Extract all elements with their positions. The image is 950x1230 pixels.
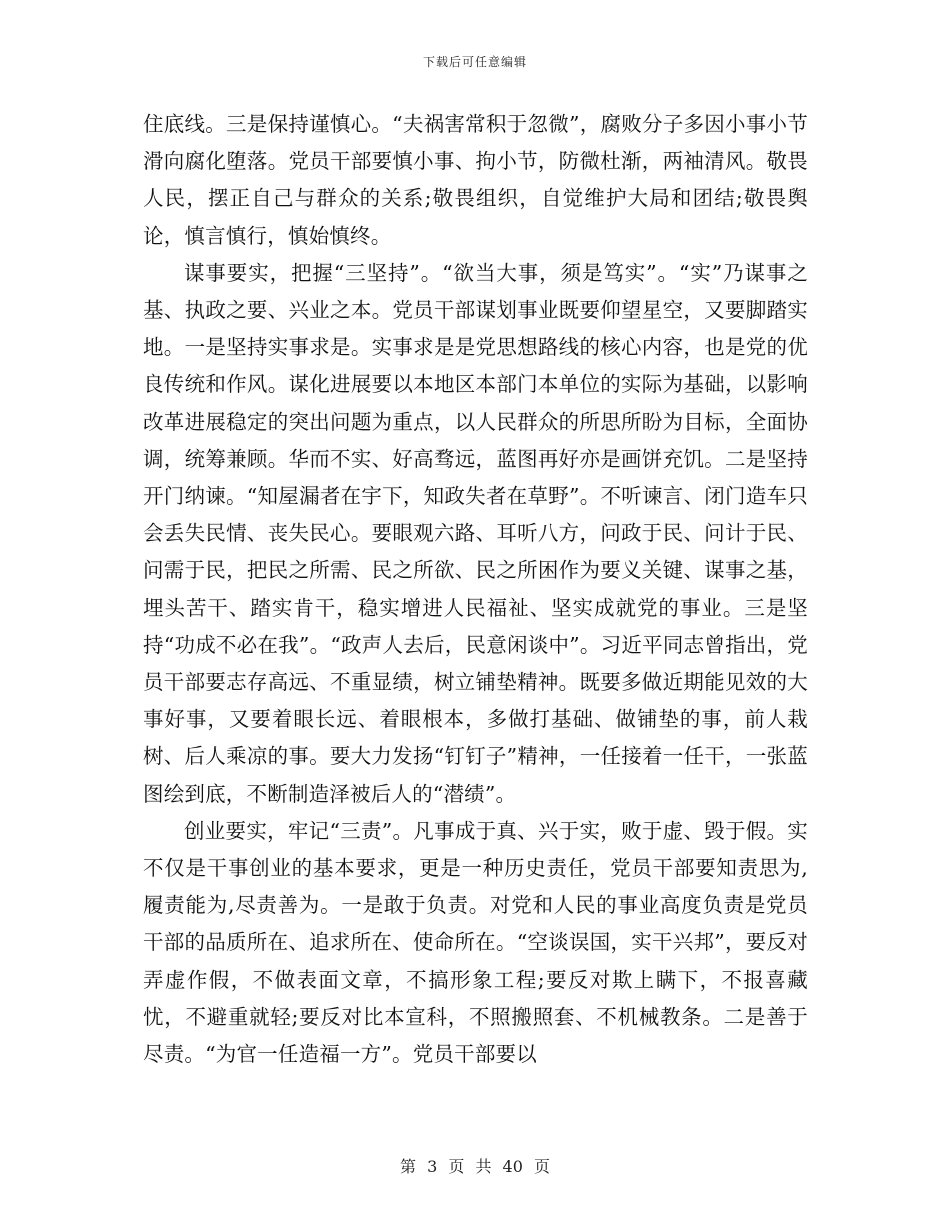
paragraph-1: 住底线。三是保持谨慎心。“夫祸害常积于忽微”，腐败分子多因小事小节滑向腐化堕落。党员干部要慎小事、拘小节，防微杜渐，两袖清风。敬畏人民，摆正自己与群众的关系;敬畏组织，自觉维护大局和团结;敬畏舆论，慎言慎行，慎始慎终。 <box>143 112 808 248</box>
page-header: 下载后可任意编辑 <box>422 55 527 69</box>
document-body <box>143 106 808 1073</box>
paragraph-3: 创业要实，牢记“三责”。凡事成于真、兴于实，败于虚、毁于假。实不仅是干事创业的基本要求，更是一种历史责任，党员干部要知责思为,履责能为,尽责善为。一是敢于负责。对党和人民的事业高度负责是党员干部的品质所在、追求所在、使命所在。“空谈误国，实干兴邦”，要反对弄虚作假，不做表面文章，不搞形象工程;要反对欺上瞒下，不报喜藏忧，不避重就轻;要反对比本宣科，不照搬照套、不机械教条。二是善于尽责。“为官一任造福一方”。党员干部要以 <box>143 818 808 1067</box>
paragraph-2: 谋事要实，把握“三坚持”。“欲当大事，须是笃实”。“实”乃谋事之基、执政之要、兴业之本。党员干部谋划事业既要仰望星空，又要脚踏实地。一是坚持实事求是。实事求是是党思想路线的核心内容，也是党的优良传统和作风。谋化进展要以本地区本部门本单位的实际为基础，以影响改革进展稳定的突出问题为重点，以人民群众的所思所盼为目标，全面协调，统筹兼顾。华而不实、好高骛远，蓝图再好亦是画饼充饥。二是坚持开门纳谏。“知屋漏者在宇下，知政失者在草野”。不听谏言、闭门造车只会丢失民情、丧失民心。要眼观六路、耳听八方，问政于民、问计于民、问需于民，把民之所需、民之所欲、民之所困作为要义关键、谋事之基，埋头苦干、踏实肯干，稳实增进人民福祉、坚实成就党的事业。三是坚持“功成不必在我”。“政声人去后，民意闲谈中”。习近平同志曾指出，党员干部要志存高远、不重显绩，树立铺垫精神。既要多做近期能见效的大事好事，又要着眼长远、着眼根本，多做打基础、做铺垫的事，前人栽树、后人乘凉的事。要大力发扬“钉钉子”精神，一任接着一任干，一张蓝图绘到底，不断制造泽被后人的“潜绩”。 <box>143 260 808 806</box>
page-number-footer: 第 3 页 共 40 页 <box>400 1157 550 1176</box>
